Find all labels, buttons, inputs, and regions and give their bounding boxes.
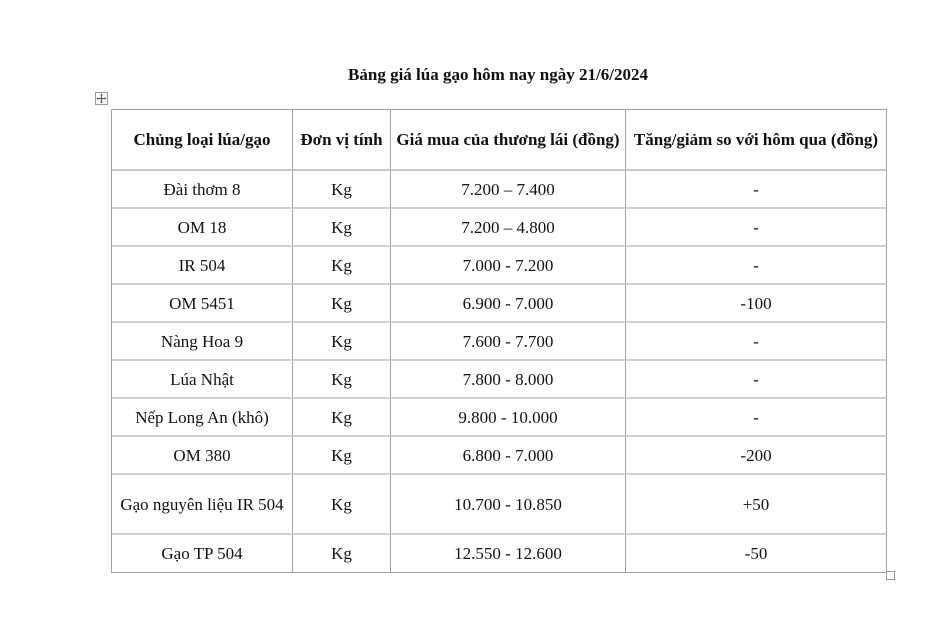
cell-type: OM 380 xyxy=(112,437,293,475)
cell-unit: Kg xyxy=(293,209,391,247)
table-move-handle-icon[interactable] xyxy=(95,92,108,105)
cell-change: - xyxy=(626,361,887,399)
cell-price: 6.800 - 7.000 xyxy=(391,437,626,475)
cell-type: Gạo TP 504 xyxy=(112,535,293,573)
table-row xyxy=(112,437,887,475)
rice-price-table xyxy=(111,109,887,573)
cell-unit: Kg xyxy=(293,171,391,209)
header-change: Tăng/giảm so với hôm qua (đồng) xyxy=(626,110,887,171)
cell-change: - xyxy=(626,171,887,209)
cell-change: -200 xyxy=(626,437,887,475)
cell-type: Nếp Long An (khô) xyxy=(112,399,293,437)
cell-change: - xyxy=(626,247,887,285)
header-type: Chủng loại lúa/gạo xyxy=(112,110,293,171)
cell-price: 7.200 – 4.800 xyxy=(391,209,626,247)
cell-unit: Kg xyxy=(293,361,391,399)
cell-change: - xyxy=(626,399,887,437)
table-resize-handle-icon[interactable] xyxy=(886,571,895,580)
cell-unit: Kg xyxy=(293,247,391,285)
move-arrows-icon xyxy=(96,93,107,104)
table-row xyxy=(112,399,887,437)
cell-unit: Kg xyxy=(293,475,391,535)
cell-change: - xyxy=(626,209,887,247)
table-row xyxy=(112,535,887,573)
cell-price: 9.800 - 10.000 xyxy=(391,399,626,437)
table-row xyxy=(112,171,887,209)
cell-price: 6.900 - 7.000 xyxy=(391,285,626,323)
cell-unit: Kg xyxy=(293,323,391,361)
table-row xyxy=(112,209,887,247)
cell-price: 7.600 - 7.700 xyxy=(391,323,626,361)
page-title: Bảng giá lúa gạo hôm nay ngày 21/6/2024 xyxy=(348,65,648,84)
table-row xyxy=(112,285,887,323)
cell-change: -50 xyxy=(626,535,887,573)
table-header-row xyxy=(112,110,887,171)
table-row xyxy=(112,475,887,535)
cell-price: 10.700 - 10.850 xyxy=(391,475,626,535)
header-price: Giá mua của thương lái (đồng) xyxy=(391,110,626,171)
cell-unit: Kg xyxy=(293,399,391,437)
cell-price: 7.800 - 8.000 xyxy=(391,361,626,399)
cell-change: - xyxy=(626,323,887,361)
cell-type: Lúa Nhật xyxy=(112,361,293,399)
cell-type: OM 5451 xyxy=(112,285,293,323)
table-row xyxy=(112,361,887,399)
cell-price: 12.550 - 12.600 xyxy=(391,535,626,573)
cell-change: -100 xyxy=(626,285,887,323)
table-row xyxy=(112,247,887,285)
cell-type: Đài thơm 8 xyxy=(112,171,293,209)
cell-type: IR 504 xyxy=(112,247,293,285)
cell-price: 7.200 – 7.400 xyxy=(391,171,626,209)
cell-type: Nàng Hoa 9 xyxy=(112,323,293,361)
cell-unit: Kg xyxy=(293,437,391,475)
cell-unit: Kg xyxy=(293,535,391,573)
header-unit: Đơn vị tính xyxy=(293,110,391,171)
cell-type: Gạo nguyên liệu IR 504 xyxy=(112,475,293,535)
table-row xyxy=(112,323,887,361)
cell-unit: Kg xyxy=(293,285,391,323)
cell-type: OM 18 xyxy=(112,209,293,247)
cell-price: 7.000 - 7.200 xyxy=(391,247,626,285)
cell-change: +50 xyxy=(626,475,887,535)
